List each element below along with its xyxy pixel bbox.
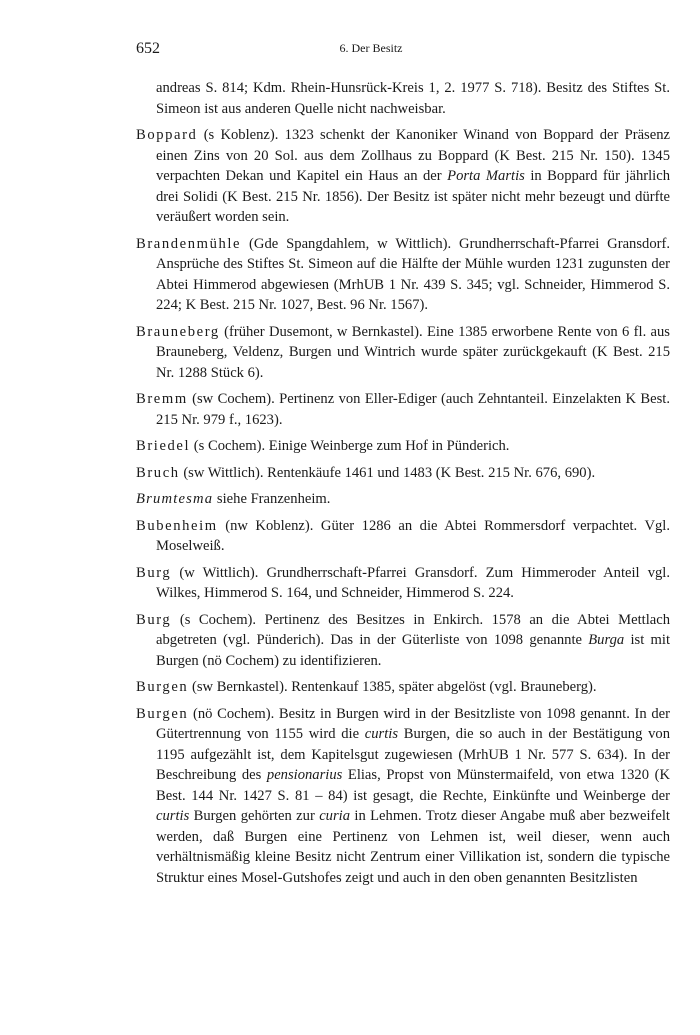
entry-keyword: Bruch [136,464,180,481]
entry-brauneberg: Brauneberg (früher Dusemont, w Bernkastel). Eine 1385 erworbene Rente von 6 fl. aus Brauneberg, Veldenz, Burgen und Wintrich wurde später zurückgekauft (K Best. 215 Nr. 1288 Stück 6). [136,323,670,381]
entry-keyword: Brandenmühle [136,235,242,252]
entry-burgen-cochem: Burgen (nö Cochem). Besitz in Burgen wird in der Besitzliste von 1098 genannt. In der Gütertrennung von 1155 wird die curtis Burgen, die so auch in der Bestätigung von 1195 aufgezählt ist, dem Kapitelsgut zugewiesen (MrhUB 1 Nr. 577 S. 634). In der Beschreibung des pensionarius Elias, Propst von Münstermaifeld, von etwa 1320 (K Best. 144 Nr. 1427 S. 81 – 84) ist gesagt, die Rechte, Einkünfte und Weinberge der curtis Burgen gehörten zur curia in Lehmen. Trotz dieser Angabe muß aber bezweifelt werden, daß Burgen eine Pertinenz von Lehmen ist, weil dieser, wenn auch verhältnismäßig kleine Besitz nicht Zentrum einer Villikation ist, sondern die typische Struktur eines Mosel-Gutshofes zeigt und auch in den oben genannten Besitzlisten [136,705,671,886]
entry-keyword: Brumtesma [136,491,214,507]
entry-bubenheim: Bubenheim (nw Koblenz). Güter 1286 an die Abtei Rommersdorf verpachtet. Vgl. Moselweiß. [136,517,670,554]
entry-bremm: Bremm (sw Cochem). Pertinenz von Eller-Ediger (auch Zehntanteil. Einzelakten K Best. 215 Nr. 979 f., 1623). [136,391,670,428]
entry-boppard: Boppard (s Koblenz). 1323 schenkt der Kanoniker Winand von Boppard der Präsenz einen Zins von 20 Sol. aus dem Zollhaus zu Boppard (K Best. 215 Nr. 150). 1345 verpachten Dekan und Kapitel ein Haus an der Porta Martis in Boppard für jährlich drei Solidi (K Best. 215 Nr. 1856). Der Besitz ist später nicht mehr bezeugt und dürfte veräußert worden sein. [136,127,671,225]
entry-burg-cochem: Burg (s Cochem). Pertinenz des Besitzes in Enkirch. 1578 an die Abtei Mettlach abgetreten (vgl. Pünderich). Das in der Güterliste von 1098 genannte Burga ist mit Burgen (nö Cochem) zu identifizieren. [136,611,671,669]
entry-bruch: Bruch (sw Wittlich). Rentenkäufe 1461 und 1483 (K Best. 215 Nr. 676, 690). [136,464,596,481]
entry-keyword: Burg [136,564,172,581]
entry-burg-wittlich: Burg (w Wittlich). Grundherrschaft-Pfarrei Gransdorf. Zum Himmeroder Anteil vgl. Wilkes, Himmerod S. 164, und Schneider, Himmerod S. 224. [136,564,670,601]
page-header [136,40,606,64]
entry-keyword: Burg [136,611,172,628]
entry-keyword: Bubenheim [136,517,218,534]
entry-keyword: Briedel [136,438,191,454]
entry-keyword: Boppard [136,127,198,143]
entry-keyword: Burgen [136,705,189,722]
entry-brumtesma: Brumtesma siehe Franzenheim. [136,491,331,507]
running-title: 6. Der Besitz [339,41,403,55]
entry-brandenmuehle: Brandenmühle (Gde Spangdahlem, w Wittlich). Grundherrschaft-Pfarrei Gransdorf. Ansprüche des Stiftes St. Simeon auf die Hälfte der Mühle wurden 1231 zugunsten der Abtei Himmerod abgewiesen (MrhUB 1 Nr. 439 S. 345; vgl. Schneider, Himmerod S. 224; K Best. 215 Nr. 1027, Best. 96 Nr. 1567). [136,235,670,313]
page-body [136,78,670,894]
entry-keyword: Brauneberg [136,323,220,340]
entry-keyword: Bremm [136,391,188,407]
entry-burgen-bernkastel: Burgen (sw Bernkastel). Rentenkauf 1385, später abgelöst (vgl. Brauneberg). [136,679,597,695]
page-number: 652 [136,40,160,57]
entry-briedel: Briedel (s Cochem). Einige Weinberge zum Hof in Pünderich. [136,438,510,454]
entry-keyword: Burgen [136,679,189,695]
entry-continuation: andreas S. 814; Kdm. Rhein-Hunsrück-Kreis 1, 2. 1977 S. 718). Besitz des Stiftes St. Simeon ist aus anderen Quelle nicht nachweisbar. [156,80,670,117]
